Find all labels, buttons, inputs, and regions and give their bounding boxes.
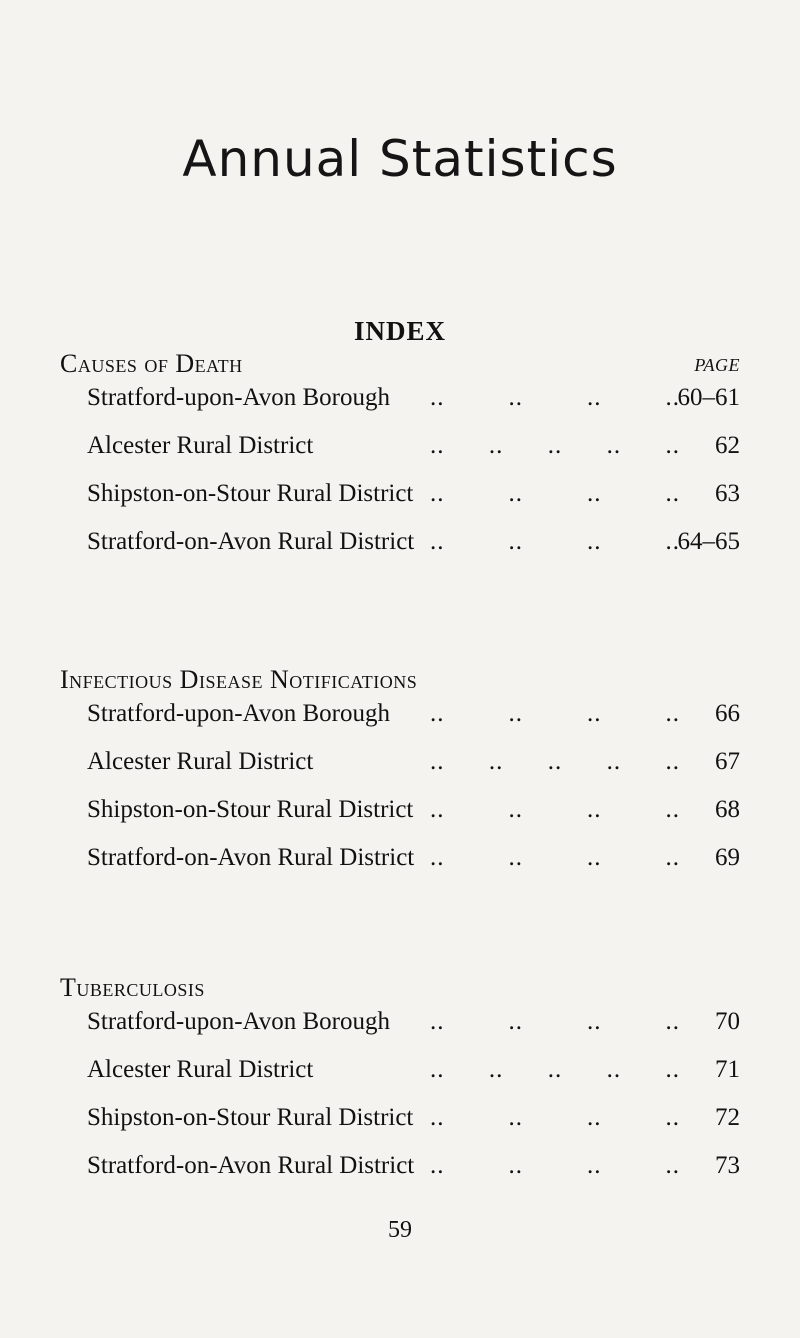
entry-name: Stratford-upon-Avon Borough: [87, 384, 390, 411]
leader-dots: .. .. .. ..: [430, 1152, 680, 1179]
entry-page: 62: [715, 432, 740, 459]
entry-page: 68: [715, 796, 740, 823]
index-entry: [60, 792, 740, 840]
index-entry: [60, 428, 740, 476]
entry-name: Stratford-upon-Avon Borough: [87, 1008, 390, 1035]
entry-page: 67: [715, 748, 740, 775]
leader-dots: .. .. .. ..: [430, 1008, 680, 1035]
index-heading: INDEX: [353, 316, 446, 346]
entry-name: Shipston-on-Stour Rural District: [87, 480, 414, 507]
entry-page: 63: [715, 480, 740, 507]
entry-page: 69: [715, 844, 740, 871]
entry-name: Alcester Rural District: [87, 432, 314, 459]
entry-name: Shipston-on-Stour Rural District: [87, 1104, 414, 1131]
leader-dots: .. .. .. ..: [430, 700, 680, 727]
section-infectious-disease: [60, 664, 740, 888]
entry-page: 70: [715, 1008, 740, 1035]
leader-dots: .. .. .. ..: [430, 384, 680, 411]
section-heading-text: Infectious Disease Notifications: [60, 665, 418, 694]
leader-dots: .. .. .. ..: [430, 1104, 680, 1131]
entry-name: Shipston-on-Stour Rural District: [87, 796, 414, 823]
leader-dots: .. .. .. ..: [430, 528, 680, 555]
entry-page: 64–65: [677, 528, 740, 555]
entry-name: Alcester Rural District: [87, 1056, 314, 1083]
page-number: 59: [388, 1217, 412, 1243]
entry-page: 72: [715, 1104, 740, 1131]
index-entry: [60, 524, 740, 572]
index-entry: [60, 380, 740, 428]
entry-name: Alcester Rural District: [87, 748, 314, 775]
leader-dots: .. .. .. ..: [430, 796, 680, 823]
entry-name: Stratford-on-Avon Rural District: [87, 1152, 415, 1179]
leader-dots: .. .. .. .. ..: [430, 432, 680, 459]
section-heading: [60, 664, 740, 696]
index-entry: [60, 476, 740, 524]
index-entry: [60, 744, 740, 792]
section-heading-text: Causes of Death: [60, 349, 243, 378]
page-title: Annual Statistics: [182, 130, 618, 188]
leader-dots: .. .. .. ..: [430, 844, 680, 871]
section-heading: [60, 348, 740, 380]
index-entry: [60, 840, 740, 888]
entry-page: 66: [715, 700, 740, 727]
section-causes-of-death: [60, 348, 740, 572]
section-heading: [60, 972, 740, 1004]
index-entry: [60, 1148, 740, 1196]
leader-dots: .. .. .. .. ..: [430, 748, 680, 775]
section-tuberculosis: [60, 972, 740, 1196]
leader-dots: .. .. .. .. ..: [430, 1056, 680, 1083]
index-entry: [60, 696, 740, 744]
entry-name: Stratford-on-Avon Rural District: [87, 528, 415, 555]
page-column-label: page: [694, 350, 740, 377]
entry-page: 73: [715, 1152, 740, 1179]
leader-dots: .. .. .. ..: [430, 480, 680, 507]
index-entry: [60, 1004, 740, 1052]
entry-page: 60–61: [677, 384, 740, 411]
entry-name: Stratford-upon-Avon Borough: [87, 700, 390, 727]
section-heading-text: Tuberculosis: [60, 973, 205, 1002]
entry-page: 71: [715, 1056, 740, 1083]
index-entry: [60, 1100, 740, 1148]
index-entry: [60, 1052, 740, 1100]
entry-name: Stratford-on-Avon Rural District: [87, 844, 415, 871]
